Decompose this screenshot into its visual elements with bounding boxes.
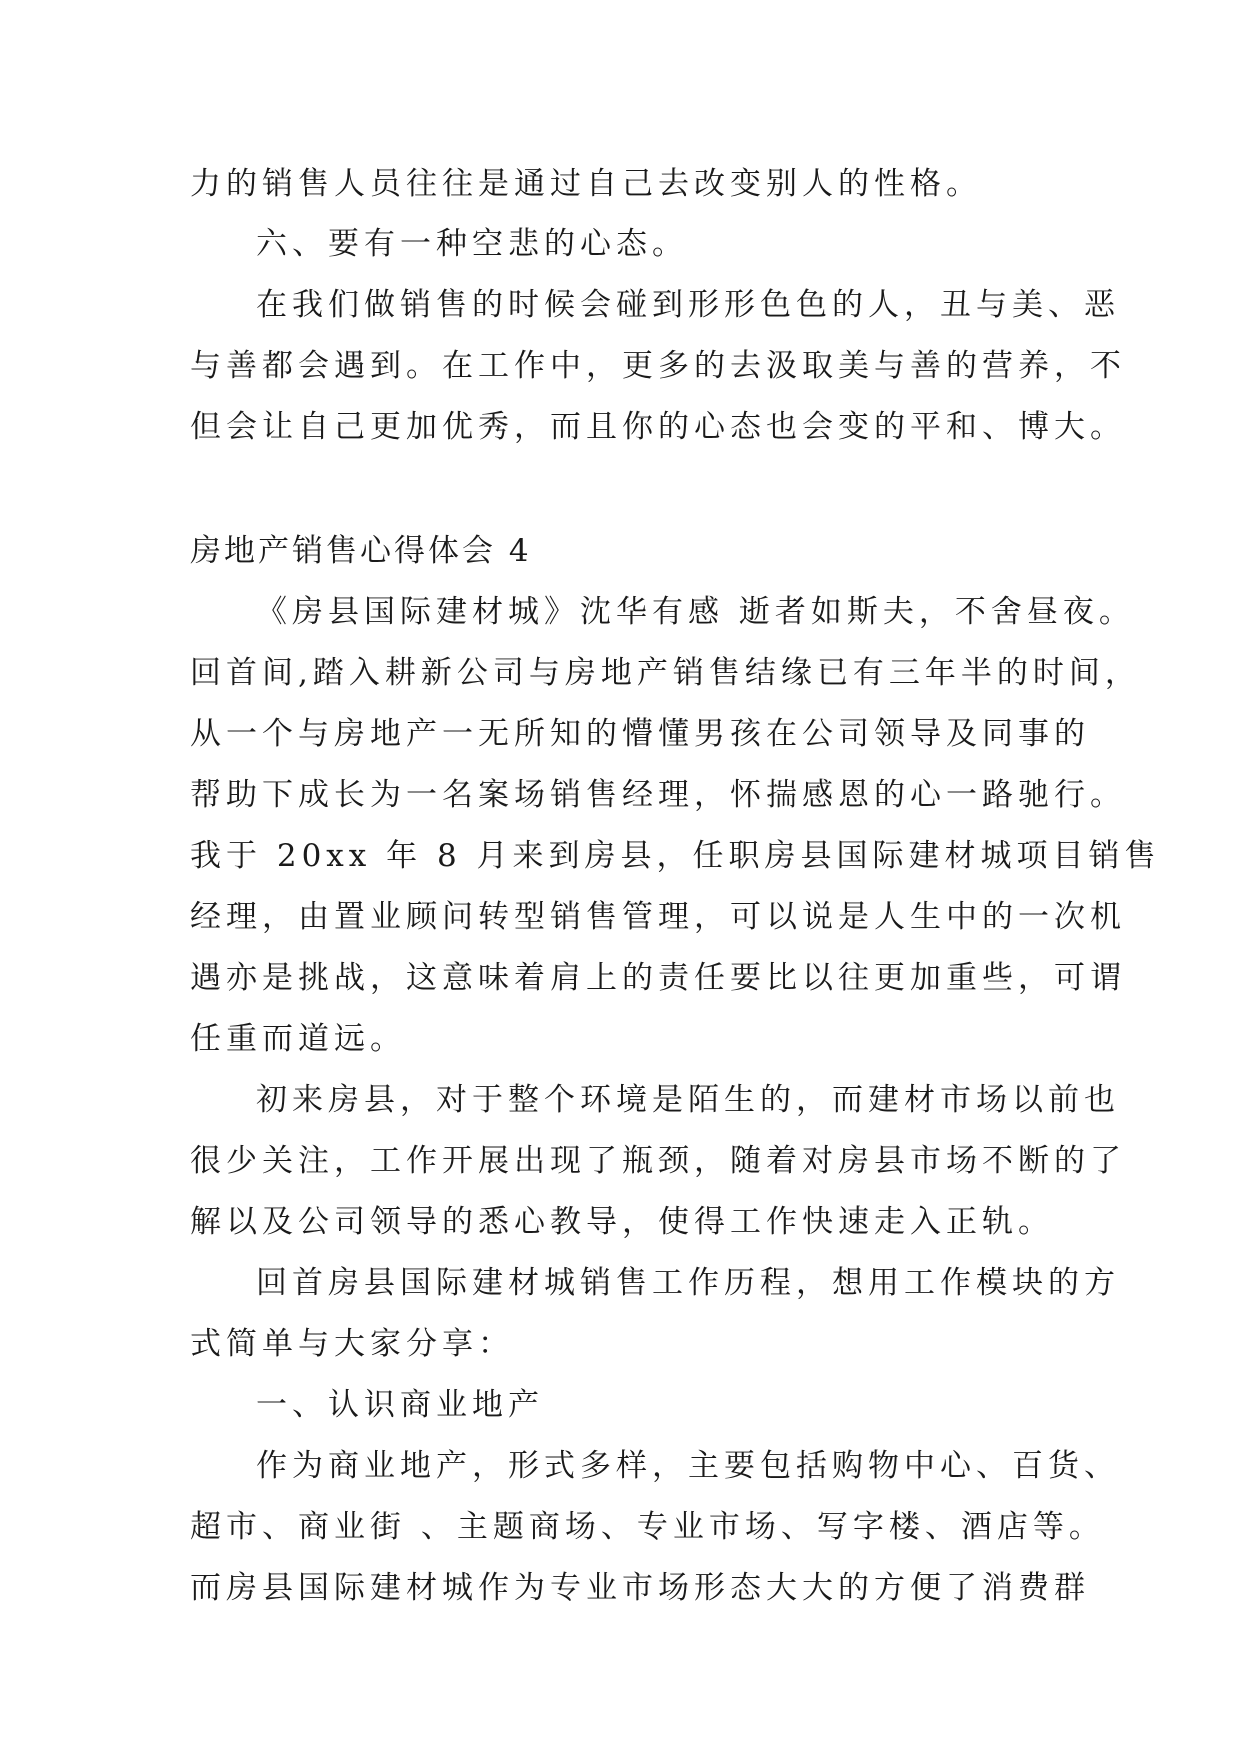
paragraph-line: 力的销售人员往往是通过自己去改变别人的性格。 — [190, 166, 982, 202]
paragraph-line: 但会让自己更加优秀，而且你的心态也会变的平和、博大。 — [190, 409, 1126, 445]
paragraph-line: 而房县国际建材城作为专业市场形态大大的方便了消费群 — [190, 1570, 1090, 1606]
section-heading-six: 六、要有一种空悲的心态。 — [256, 226, 688, 262]
paragraph-line: 我于 20xx 年 8 月来到房县，任职房县国际建材城项目销售 — [190, 838, 1161, 874]
document-heading: 房地产销售心得体会 4 — [190, 533, 532, 569]
paragraph-line: 任重而道远。 — [190, 1021, 406, 1057]
paragraph-line: 从一个与房地产一无所知的懵懂男孩在公司领导及同事的 — [190, 716, 1090, 752]
paragraph-line: 回首间,踏入耕新公司与房地产销售结缘已有三年半的时间， — [190, 655, 1141, 691]
paragraph-line: 解以及公司领导的悉心教导，使得工作快速走入正轨。 — [190, 1204, 1054, 1240]
paragraph-line: 超市、商业街 、主题商场、专业市场、写字楼、酒店等。 — [190, 1509, 1105, 1545]
paragraph-line: 回首房县国际建材城销售工作历程，想用工作模块的方 — [256, 1265, 1120, 1301]
paragraph-line: 《房县国际建材城》沈华有感 逝者如斯夫，不舍昼夜。 — [256, 594, 1135, 630]
paragraph-line: 与善都会遇到。在工作中，更多的去汲取美与善的营养，不 — [190, 348, 1126, 384]
paragraph-line: 在我们做销售的时候会碰到形形色色的人，丑与美、恶 — [256, 287, 1120, 323]
paragraph-line: 作为商业地产，形式多样，主要包括购物中心、百货、 — [256, 1448, 1120, 1484]
paragraph-line: 式简单与大家分享： — [190, 1326, 514, 1362]
paragraph-line: 经理，由置业顾问转型销售管理，可以说是人生中的一次机 — [190, 899, 1126, 935]
section-heading-one: 一、认识商业地产 — [256, 1387, 544, 1423]
paragraph-line: 遇亦是挑战，这意味着肩上的责任要比以往更加重些，可谓 — [190, 960, 1126, 996]
paragraph-line: 很少关注，工作开展出现了瓶颈，随着对房县市场不断的了 — [190, 1143, 1126, 1179]
paragraph-line: 帮助下成长为一名案场销售经理，怀揣感恩的心一路驰行。 — [190, 777, 1126, 813]
paragraph-line: 初来房县，对于整个环境是陌生的，而建材市场以前也 — [256, 1082, 1120, 1118]
